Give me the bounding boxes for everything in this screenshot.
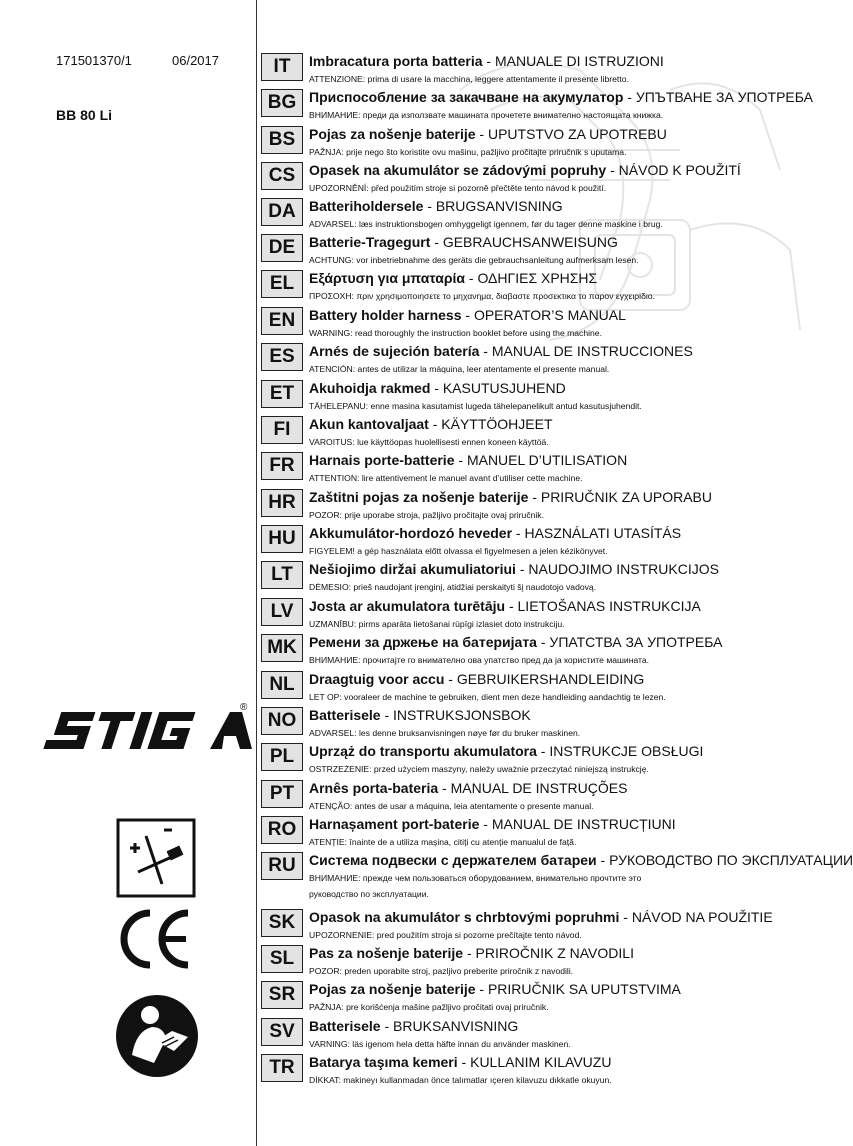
language-code: SL (261, 945, 303, 973)
language-code: MK (261, 634, 303, 662)
title-separator: - (479, 816, 492, 832)
safety-warning: POZOR: prije uporabe stroja, pažljivo pročitajte ovaj priručnik. (309, 510, 544, 520)
title-separator: - (482, 53, 495, 69)
language-code: SR (261, 981, 303, 1009)
product-name: Imbracatura porta batteria (309, 53, 483, 69)
language-code: RO (261, 816, 303, 844)
language-row-et (261, 378, 806, 414)
language-row-cs (261, 160, 806, 196)
title-separator: - (479, 343, 492, 359)
manual-title: УПАТСТВА ЗА УПОТРЕБА (549, 634, 723, 650)
product-name: Batterisele (309, 707, 381, 723)
language-code: TR (261, 1054, 303, 1082)
vertical-divider (256, 0, 257, 1146)
manual-title: GEBRUIKERSHANDLEIDING (456, 671, 645, 687)
language-code: PT (261, 780, 303, 808)
language-title (309, 126, 667, 142)
language-code: PL (261, 743, 303, 771)
safety-warning: ADVARSEL: les denne bruksanvisningen nøye før du bruker maskinen. (309, 728, 581, 738)
language-title (309, 525, 681, 541)
language-code: LT (261, 561, 303, 589)
safety-warning: ADVARSEL: læs instruktionsbogen omhyggeligt igennem, før du tager denne maskine i brug. (309, 219, 663, 229)
document-date: 06/2017 (172, 53, 219, 68)
language-title (309, 816, 676, 832)
language-title (309, 307, 626, 323)
title-separator: - (380, 707, 394, 723)
language-row-bs (261, 124, 806, 160)
language-title (309, 909, 773, 925)
language-title (309, 945, 634, 961)
language-title (309, 53, 664, 69)
language-title (309, 671, 644, 687)
title-separator: - (515, 561, 529, 577)
title-separator: - (465, 270, 478, 286)
manual-title: HASZNÁLATI UTASÍTÁS (524, 525, 682, 541)
manual-title: NÁVOD NA POUŽITIE (631, 909, 773, 925)
manual-title: UPUTSTVO ZA UPOTREBU (487, 126, 667, 142)
read-manual-icon (114, 993, 200, 1079)
product-name: Batteriholdersele (309, 198, 424, 214)
safety-warning: PAŽNJA: prije nego što koristite ovu mašinu, pažljivo pročitajte priručnik s uputama. (309, 147, 627, 157)
safety-warning: UPOZORNĚNÍ: před použitím stroje si pozorně přečtěte tento návod k použití. (309, 183, 607, 193)
language-title (309, 1018, 518, 1034)
registered-mark: ® (240, 702, 248, 713)
title-separator: - (430, 234, 443, 250)
title-separator: - (463, 945, 476, 961)
manual-title: PRIROČNIK Z NAVODILI (475, 945, 634, 961)
language-row-nl (261, 669, 806, 705)
safety-warning: LET OP: vooraleer de machine te gebruiken, dient men deze handleiding aandachtig te lezen. (309, 692, 666, 702)
safety-warning: TÄHELEPANU: enne masina kasutamist lugeda tähelepanelikult antud kasutusjuhendit. (309, 401, 642, 411)
language-row-tr (261, 1052, 806, 1088)
language-title (309, 634, 722, 650)
language-title (309, 489, 712, 505)
language-title (309, 598, 701, 614)
title-separator: - (428, 416, 442, 432)
language-row-sv (261, 1016, 806, 1052)
product-name: Ремени за држење на батеријата (309, 634, 537, 650)
language-code: NL (261, 671, 303, 699)
product-name: Josta ar akumulatora turētāju (309, 598, 506, 614)
document-number: 171501370/1 (56, 53, 132, 68)
product-name: Pojas za nošenje baterije (309, 126, 476, 142)
safety-warning: UZMANĪBU: pirms aparāta lietošanai rūpīgi izlasiet doto instrukciju. (309, 619, 565, 629)
manual-title: NÁVOD K POUŽITÍ (618, 162, 741, 178)
safety-warning-continued: руководство по эксплуатации. (309, 889, 429, 899)
manual-title: УПЪТВАНЕ ЗА УПОТРЕБА (635, 89, 813, 105)
safety-warning: ATTENTION: lire attentivement le manuel avant d’utiliser cette machine. (309, 473, 583, 483)
title-separator: - (475, 126, 488, 142)
manual-title: PRIRUČNIK SA UPUTSTVIMA (487, 981, 681, 997)
language-row-ro (261, 814, 806, 850)
language-code: NO (261, 707, 303, 735)
product-name: Zaštitni pojas za nošenje baterije (309, 489, 529, 505)
safety-warning: ВНИМАНИЕ: прежде чем пользоваться оборудованием, внимательно прочтите это (309, 873, 642, 883)
title-separator: - (475, 981, 488, 997)
title-separator: - (457, 1054, 471, 1070)
language-row-es (261, 341, 806, 377)
title-separator: - (536, 634, 550, 650)
language-code: ET (261, 380, 303, 408)
manual-title: KASUTUSJUHEND (442, 380, 566, 396)
safety-warning: FIGYELEM! a gép használata előtt olvassa el figyelmesen a jelen kézikönyvet. (309, 546, 608, 556)
manual-title: OPERATOR’S MANUAL (473, 307, 626, 323)
language-row-bg (261, 87, 813, 123)
language-row-lt (261, 559, 806, 595)
language-code: FR (261, 452, 303, 480)
manual-title: NAUDOJIMO INSTRUKCIJOS (528, 561, 719, 577)
title-separator: - (512, 525, 525, 541)
language-code: SK (261, 909, 303, 937)
manual-title: MANUALE DI ISTRUZIONI (494, 53, 664, 69)
language-code: EL (261, 270, 303, 298)
safety-warning: POZOR: preden uporabite stroj, pazljivo preberite priročnik z navodili. (309, 966, 574, 976)
product-name: Batarya taşıma kemeri (309, 1054, 458, 1070)
manual-title: LIETOŠANAS INSTRUKCIJA (517, 598, 701, 614)
title-separator: - (619, 909, 632, 925)
title-separator: - (454, 452, 467, 468)
product-name: Akun kantovaljaat (309, 416, 429, 432)
language-row-pl (261, 741, 806, 777)
language-title (309, 416, 553, 432)
manual-title: MANUAL DE INSTRUÇÕES (450, 780, 628, 796)
title-separator: - (444, 671, 457, 687)
language-row-sr (261, 979, 806, 1015)
language-code: BS (261, 126, 303, 154)
product-name: Nešiojimo diržai akumuliatoriui (309, 561, 516, 577)
language-title (309, 452, 627, 468)
manual-title: KÄYTTÖOHJEET (441, 416, 553, 432)
language-row-hr (261, 487, 806, 523)
language-row-fi (261, 414, 806, 450)
product-name: Pas za nošenje baterije (309, 945, 464, 961)
title-separator: - (380, 1018, 394, 1034)
language-title (309, 343, 693, 359)
title-separator: - (423, 198, 436, 214)
manual-title: MANUAL DE INSTRUCȚIUNI (491, 816, 676, 832)
language-title (309, 852, 853, 868)
title-separator: - (461, 307, 474, 323)
language-code: HU (261, 525, 303, 553)
language-row-lv (261, 596, 806, 632)
manual-title: GEBRAUCHSANWEISUNG (442, 234, 618, 250)
language-code: SV (261, 1018, 303, 1046)
language-title (309, 89, 813, 105)
language-row-da (261, 196, 806, 232)
language-title (309, 270, 597, 286)
safety-warning: PAŽNJA: pre korišćenja mašine pažljivo pročitati ovaj priručnik. (309, 1002, 549, 1012)
manual-title: INSTRUKSJONSBOK (393, 707, 531, 723)
product-name: Arnês porta-bateria (309, 780, 439, 796)
safety-warning: DĖMESIO: prieš naudojant įrenginį, atidžiai perskaityti šį naudotojo vadovą. (309, 582, 597, 592)
title-separator: - (438, 780, 451, 796)
language-row-mk (261, 632, 806, 668)
safety-warning: ATENȚIE: înainte de a utiliza mașina, citiți cu atenție manualul de față. (309, 837, 577, 847)
safety-warning: ACHTUNG: vor inbetriebnahme des geräts die gebrauchsanleitung aufmerksam lesen. (309, 255, 639, 265)
language-code: CS (261, 162, 303, 190)
manual-title: MANUAL DE INSTRUCCIONES (491, 343, 693, 359)
safety-warning: OSTRZEŻENIE: przed użyciem maszyny, należy uważnie przeczytać niniejszą instrukcję. (309, 764, 649, 774)
title-separator: - (606, 162, 619, 178)
safety-warning: ΠΡΟΣΟΧΗ: πριν χρησιμοποιησετε το μηχανημα, διαβαστε προσεκτικα το παρον εγχειρiδιο. (309, 291, 655, 301)
manual-title: РУКОВОДСТВО ПО ЭКСПЛУАТАЦИИ (609, 852, 853, 868)
language-row-sl (261, 943, 806, 979)
manual-title: KULLANIM KILAVUZU (470, 1054, 612, 1070)
stiga-logo (52, 704, 252, 758)
safety-warning: ATENÇÃO: antes de usar a máquina, leia atentamente o presente manual. (309, 801, 594, 811)
language-title (309, 743, 703, 759)
title-separator: - (596, 852, 610, 868)
safety-warning: ATTENZIONE: prima di usare la macchina, leggere attentamente il presente libretto. (309, 74, 629, 84)
product-name: Arnés de sujeción batería (309, 343, 480, 359)
language-title (309, 198, 563, 214)
assembly-tools-icon (116, 818, 196, 898)
language-code: ES (261, 343, 303, 371)
language-row-en (261, 305, 806, 341)
title-separator: - (528, 489, 541, 505)
product-name: Draagtuig voor accu (309, 671, 445, 687)
language-title (309, 981, 681, 997)
manual-title: ΟΔΗΓΙΕΣ ΧΡΗΣΗΣ (477, 270, 598, 286)
language-code: DE (261, 234, 303, 262)
language-title (309, 380, 566, 396)
language-title (309, 1054, 611, 1070)
product-name: Akuhoidja rakmed (309, 380, 431, 396)
language-row-de (261, 232, 806, 268)
language-row-el (261, 268, 806, 304)
language-title (309, 162, 741, 178)
safety-warning: UPOZORNENIE: pred použitím stroja si pozorne prečítajte tento návod. (309, 930, 582, 940)
title-separator: - (505, 598, 518, 614)
manual-title: MANUEL D’UTILISATION (466, 452, 628, 468)
language-row-sk (261, 907, 806, 943)
manual-title: BRUGSANVISNING (435, 198, 563, 214)
manual-title: PRIRUČNIK ZA UPORABU (540, 489, 712, 505)
language-code: IT (261, 53, 303, 81)
product-name: Batterie-Tragegurt (309, 234, 431, 250)
language-code: DA (261, 198, 303, 226)
language-title (309, 561, 719, 577)
language-row-it (261, 51, 806, 87)
safety-warning: DİKKAT: makineyı kullanmadan önce talımatlar ıçeren kilavuzu dıkkatle okuyun. (309, 1075, 612, 1085)
safety-warning: WARNING: read thoroughly the instruction booklet before using the machine. (309, 328, 602, 338)
language-row-no (261, 705, 806, 741)
product-name: Приспособление за закачване на акумулатор (309, 89, 624, 105)
model-name: BB 80 Li (56, 107, 113, 123)
safety-warning: ВНИМАНИЕ: преди да използвате машината прочетете внимателно настоящата книжка. (309, 110, 664, 120)
product-name: Battery holder harness (309, 307, 462, 323)
language-row-ru (261, 850, 853, 899)
product-name: Akkumulátor-hordozó heveder (309, 525, 513, 541)
language-title (309, 780, 627, 796)
language-row-hu (261, 523, 806, 559)
safety-warning: ATENCIÓN: antes de utilizar la máquina, leer atentamente el presente manual. (309, 364, 610, 374)
language-code: RU (261, 852, 303, 880)
manual-title: BRUKSANVISNING (393, 1018, 519, 1034)
product-name: Opasok na akumulátor s chrbtovými popruhmi (309, 909, 620, 925)
product-name: Pojas za nošenje baterije (309, 981, 476, 997)
safety-warning: VARNING: läs igenom hela detta häfte innan du använder maskinen. (309, 1039, 571, 1049)
language-code: EN (261, 307, 303, 335)
title-separator: - (536, 743, 550, 759)
language-code: BG (261, 89, 303, 117)
product-name: Opasek na akumulátor se zádovými popruhy (309, 162, 607, 178)
safety-warning: VAROITUS: lue käyttöopas huolellisesti ennen koneen käyttöä. (309, 437, 549, 447)
language-code: FI (261, 416, 303, 444)
language-code: HR (261, 489, 303, 517)
product-name: Batterisele (309, 1018, 381, 1034)
language-row-fr (261, 450, 806, 486)
ce-mark-icon (116, 905, 196, 973)
title-separator: - (430, 380, 443, 396)
safety-warning: ВНИМАНИЕ: прочитајте го внимателно ова упатство пред да ја користите машината. (309, 655, 650, 665)
language-row-pt (261, 778, 806, 814)
title-separator: - (623, 89, 636, 105)
manual-title: INSTRUKCJE OBSŁUGI (549, 743, 704, 759)
language-title (309, 707, 531, 723)
product-name: Uprząż do transportu akumulatora (309, 743, 537, 759)
product-name: Εξάρτυση για μπαταρία (309, 270, 465, 286)
language-title (309, 234, 618, 250)
product-name: Harnașament port-baterie (309, 816, 480, 832)
language-code: LV (261, 598, 303, 626)
product-name: Система подвески с держателем батареи (309, 852, 597, 868)
product-name: Harnais porte-batterie (309, 452, 455, 468)
